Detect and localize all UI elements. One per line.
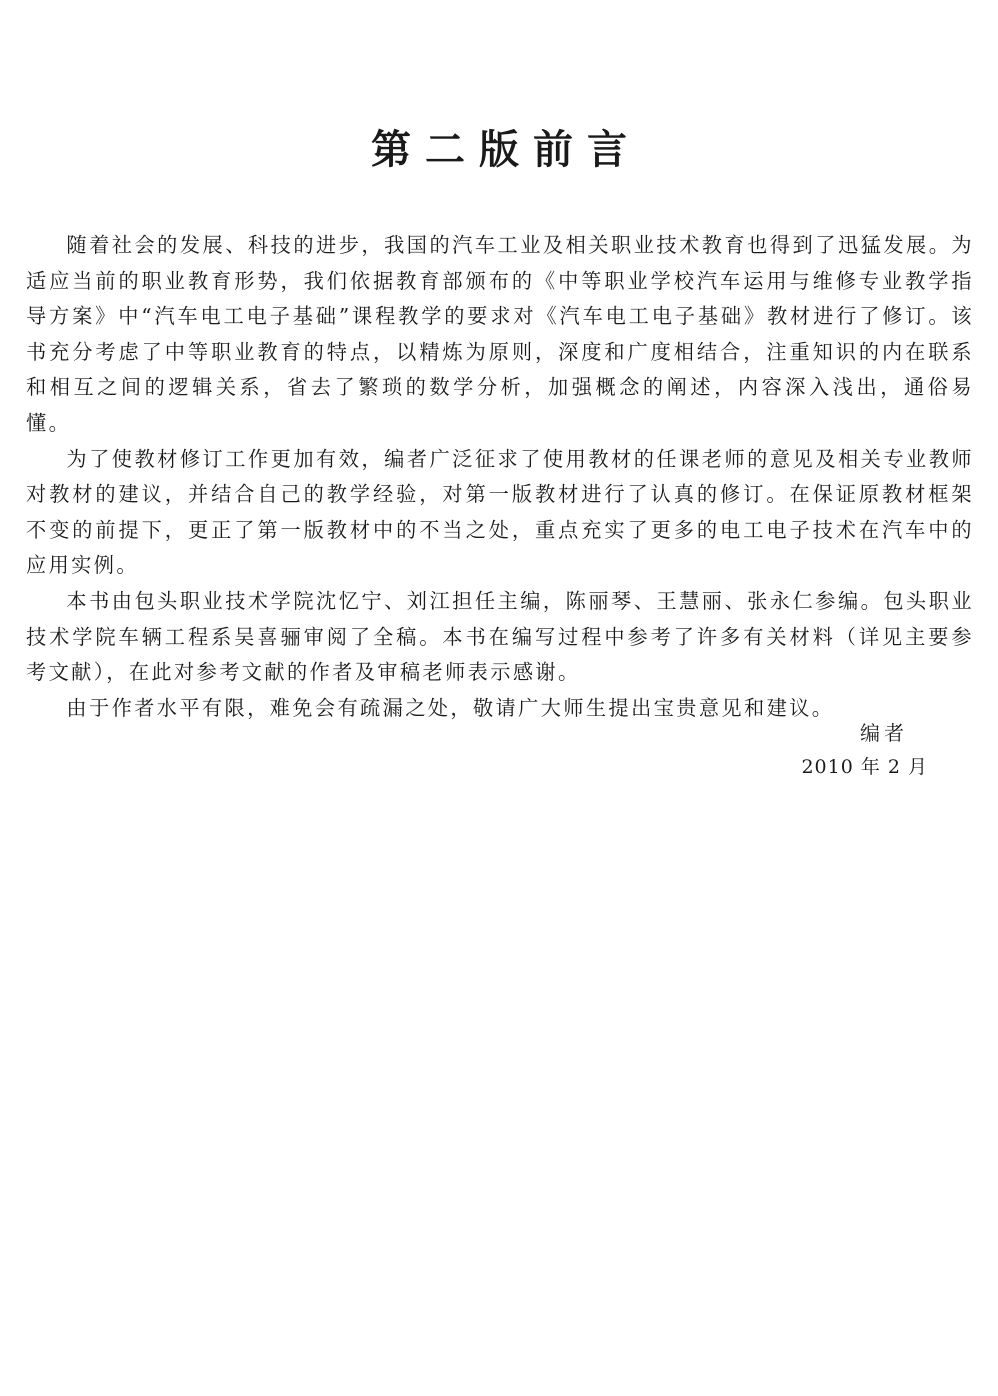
paragraph-4: 由于作者水平有限，难免会有疏漏之处，敬请广大师生提出宝贵意见和建议。 (66, 695, 835, 720)
signature-block (708, 716, 928, 784)
preface-body (26, 228, 974, 726)
page-title: 第二版前言 (371, 125, 641, 173)
signature-date: 2010 年 2 月 (801, 756, 928, 778)
author-signature: 编者 (860, 721, 908, 745)
paragraph-3: 本书由包头职业技术学院沈忆宁、刘江担任主编，陈丽琴、王慧丽、张永仁参编。包头职业技术学院车辆工程系吴喜骊审阅了全稿。本书在编写过程中参考了许多有关材料（详见主要参考文献），在此对参考文献的作者及审稿老师表示感谢。 (26, 588, 974, 685)
paragraph-2: 为了使教材修订工作更加有效，编者广泛征求了使用教材的任课老师的意见及相关专业教师对教材的建议，并结合自己的教学经验，对第一版教材进行了认真的修订。在保证原教材框架不变的前提下，更正了第一版教材中的不当之处，重点充实了更多的电工电子技术在汽车中的应用实例。 (26, 446, 974, 578)
paragraph-1: 随着社会的发展、科技的进步，我国的汽车工业及相关职业技术教育也得到了迅猛发展。为适应当前的职业教育形势，我们依据教育部颁布的《中等职业学校汽车运用与维修专业教学指导方案》中“汽车电工电子基础”课程教学的要求对《汽车电工电子基础》教材进行了修订。该书充分考虑了中等职业教育的特点，以精炼为原则，深度和广度相结合，注重知识的内在联系和相互之间的逻辑关系，省去了繁琐的数学分析，加强概念的阐述，内容深入浅出，通俗易懂。 (26, 233, 974, 435)
